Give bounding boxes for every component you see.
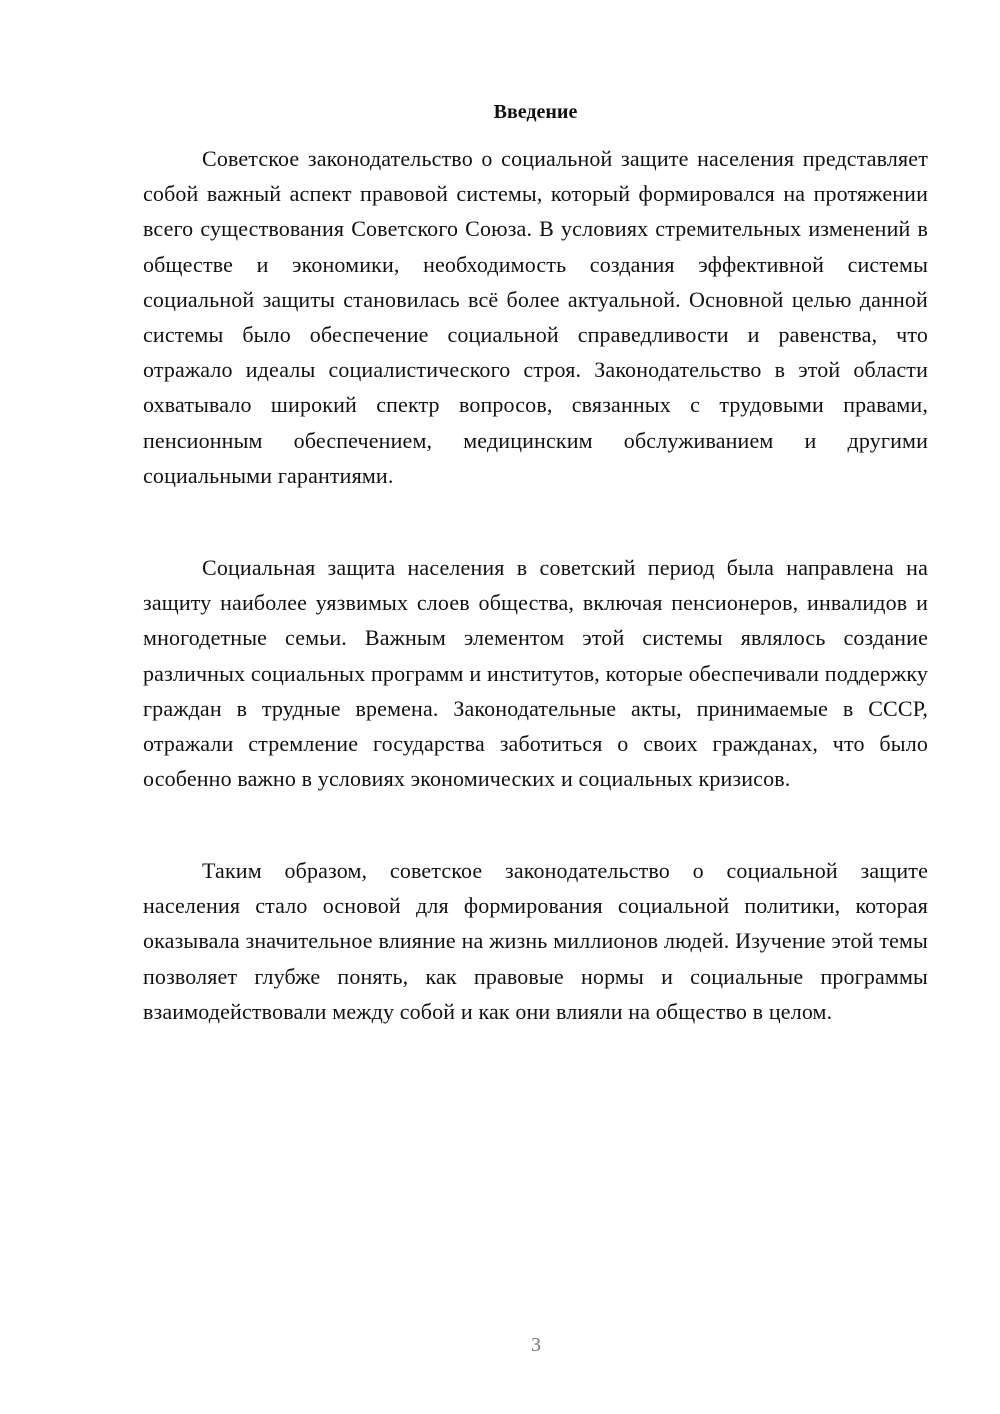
body-paragraph-2: Социальная защита населения в советский период была направлена на защиту наиболее уязвимых слоев общества, включая пенсионеров, инвалидов и многодетные семьи. Важным элементом этой системы являлось создание различных социальных программ и институтов, которые обеспечивали поддержку граждан в трудные времена. Законодательные акты, принимаемые в СССР, отражали стремление государства заботиться о своих гражданах, что было особенно важно в условиях экономических и социальных кризисов. <box>143 555 928 792</box>
body-paragraph-1: Советское законодательство о социальной защите населения представляет собой важный аспект правовой системы, который формировался на протяжении всего существования Советского Союза. В условиях стремительных изменений в обществе и экономики, необходимость создания эффективной системы социальной защиты становилась всё более актуальной. Основной целью данной системы было обеспечение социальной справедливости и равенства, что отражало идеалы социалистического строя. Законодательство в этой области охватывало широкий спектр вопросов, связанных с трудовыми правами, пенсионным обеспечением, медицинским обслуживанием и другими социальными гарантиями. <box>143 146 928 488</box>
page-heading: Введение <box>493 101 578 123</box>
body-paragraph-3: Таким образом, советское законодательство о социальной защите населения стало основой для формирования социальной политики, которая оказывала значительное влияние на жизнь миллионов людей. Изучение этой темы позволяет глубже понять, как правовые нормы и социальные программы взаимодействовали между собой и как они влияли на общество в целом. <box>143 858 928 1024</box>
page-number: 3 <box>531 1334 541 1356</box>
